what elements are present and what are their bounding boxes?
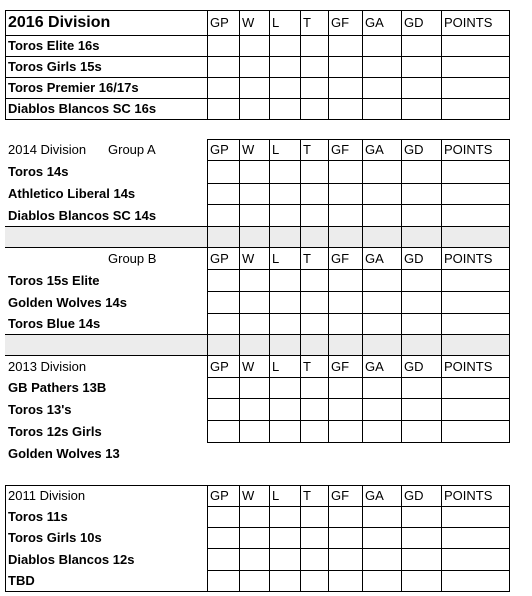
grid-line xyxy=(509,485,510,592)
column-header-gd: GD xyxy=(404,358,424,374)
team-stat-cell[interactable] xyxy=(239,527,269,548)
team-name[interactable]: GB Pathers 13B xyxy=(8,380,107,395)
column-header-gf: GF xyxy=(331,488,350,503)
column-header-points: POINTS xyxy=(444,250,493,266)
team-stat-cell[interactable] xyxy=(328,183,362,204)
team-stat-cell[interactable] xyxy=(269,548,300,570)
team-stat-cell[interactable] xyxy=(441,98,509,119)
grid-line xyxy=(207,119,510,120)
column-header-w: W xyxy=(242,142,255,157)
column-header-t: T xyxy=(303,142,311,157)
grid-line xyxy=(207,591,510,592)
team-stat-cell[interactable] xyxy=(441,160,509,183)
team-stat-cell[interactable] xyxy=(328,56,362,77)
team-name[interactable]: Toros 14s xyxy=(8,164,69,179)
team-stat-cell[interactable] xyxy=(239,77,269,98)
team-name[interactable]: Toros 12s Girls xyxy=(8,423,102,439)
team-stat-cell[interactable] xyxy=(300,183,328,204)
column-header-ga: GA xyxy=(365,250,384,266)
team-stat-cell[interactable] xyxy=(362,420,401,442)
team-stat-cell[interactable] xyxy=(207,377,239,398)
team-stat-cell[interactable] xyxy=(328,204,362,226)
grid-line xyxy=(5,334,208,335)
team-stat-cell[interactable] xyxy=(441,56,509,77)
column-header-ga: GA xyxy=(365,358,384,374)
team-name[interactable]: Diablos Blancos SC 16s xyxy=(8,101,157,116)
team-stat-cell[interactable] xyxy=(362,98,401,119)
team-name[interactable]: Toros 11s xyxy=(8,509,68,524)
team-stat-cell[interactable] xyxy=(362,183,401,204)
team-stat-cell[interactable] xyxy=(239,398,269,420)
column-header-t: T xyxy=(303,358,311,374)
team-stat-cell[interactable] xyxy=(441,269,509,291)
column-header-l: L xyxy=(272,250,280,266)
team-stat-cell[interactable] xyxy=(207,527,239,548)
column-header-points: POINTS xyxy=(444,15,493,30)
column-header-w: W xyxy=(242,488,255,503)
team-stat-cell[interactable] xyxy=(239,204,269,226)
team-stat-cell[interactable] xyxy=(441,420,509,442)
team-stat-cell[interactable] xyxy=(362,506,401,527)
team-stat-cell[interactable] xyxy=(300,548,328,570)
team-stat-cell[interactable] xyxy=(401,506,441,527)
team-stat-cell[interactable] xyxy=(239,313,269,334)
team-stat-cell[interactable] xyxy=(300,204,328,226)
team-stat-cell[interactable] xyxy=(269,35,300,56)
team-stat-cell[interactable] xyxy=(269,291,300,313)
team-stat-cell[interactable] xyxy=(441,548,509,570)
team-stat-cell[interactable] xyxy=(401,527,441,548)
team-stat-cell[interactable] xyxy=(300,77,328,98)
column-header-gp: GP xyxy=(210,358,229,374)
team-stat-cell[interactable] xyxy=(328,35,362,56)
group-label-b: Group B xyxy=(108,250,157,266)
team-stat-cell[interactable] xyxy=(269,183,300,204)
team-stat-cell[interactable] xyxy=(239,570,269,591)
team-stat-cell[interactable] xyxy=(328,98,362,119)
column-header-points: POINTS xyxy=(444,142,493,157)
team-stat-cell[interactable] xyxy=(207,98,239,119)
team-stat-cell[interactable] xyxy=(239,56,269,77)
team-name[interactable]: Toros Girls 10s xyxy=(8,530,102,545)
column-header-ga: GA xyxy=(365,142,384,157)
team-name[interactable]: Diablos Blancos SC 14s xyxy=(8,207,157,223)
team-stat-cell[interactable] xyxy=(441,183,509,204)
column-header-w: W xyxy=(242,15,255,30)
team-stat-cell[interactable] xyxy=(269,506,300,527)
team-stat-cell[interactable] xyxy=(328,548,362,570)
team-name[interactable]: Toros 15s Elite xyxy=(8,272,100,288)
team-stat-cell[interactable] xyxy=(328,160,362,183)
team-stat-cell[interactable] xyxy=(362,204,401,226)
team-stat-cell[interactable] xyxy=(207,183,239,204)
team-stat-cell[interactable] xyxy=(328,269,362,291)
team-stat-cell[interactable] xyxy=(207,77,239,98)
team-stat-cell[interactable] xyxy=(401,291,441,313)
grid-line xyxy=(509,10,510,120)
column-header-gd: GD xyxy=(404,15,424,30)
team-stat-cell[interactable] xyxy=(362,548,401,570)
column-header-gp: GP xyxy=(210,15,229,30)
team-stat-cell[interactable] xyxy=(207,398,239,420)
team-stat-cell[interactable] xyxy=(207,291,239,313)
team-stat-cell[interactable] xyxy=(269,420,300,442)
team-stat-cell[interactable] xyxy=(401,56,441,77)
team-stat-cell[interactable] xyxy=(269,98,300,119)
team-stat-cell[interactable] xyxy=(441,527,509,548)
team-stat-cell[interactable] xyxy=(300,527,328,548)
team-stat-cell[interactable] xyxy=(269,160,300,183)
team-stat-cell[interactable] xyxy=(328,291,362,313)
team-stat-cell[interactable] xyxy=(401,420,441,442)
team-stat-cell[interactable] xyxy=(328,506,362,527)
team-stat-cell[interactable] xyxy=(239,160,269,183)
team-stat-cell[interactable] xyxy=(300,56,328,77)
team-stat-cell[interactable] xyxy=(239,420,269,442)
column-header-l: L xyxy=(272,15,280,30)
team-stat-cell[interactable] xyxy=(441,291,509,313)
blank-shaded-row xyxy=(5,226,509,247)
column-header-l: L xyxy=(272,142,280,157)
team-stat-cell[interactable] xyxy=(207,160,239,183)
column-header-points: POINTS xyxy=(444,488,493,503)
team-name[interactable]: Toros Premier 16/17s xyxy=(8,80,139,95)
column-header-l: L xyxy=(272,358,280,374)
team-stat-cell[interactable] xyxy=(401,98,441,119)
division-title-2011: 2011 Division xyxy=(8,488,86,503)
team-stat-cell[interactable] xyxy=(441,570,509,591)
team-stat-cell[interactable] xyxy=(362,570,401,591)
team-stat-cell[interactable] xyxy=(401,377,441,398)
team-name[interactable]: Golden Wolves 13 xyxy=(8,445,120,461)
team-stat-cell[interactable] xyxy=(269,269,300,291)
team-stat-cell[interactable] xyxy=(207,269,239,291)
team-stat-cell[interactable] xyxy=(362,377,401,398)
grid-line xyxy=(509,139,510,248)
division-title-2014: 2014 Division xyxy=(8,142,87,157)
team-stat-cell[interactable] xyxy=(441,506,509,527)
team-stat-cell[interactable] xyxy=(328,570,362,591)
team-stat-cell[interactable] xyxy=(401,35,441,56)
column-header-t: T xyxy=(303,250,311,266)
team-stat-cell[interactable] xyxy=(401,183,441,204)
team-name[interactable]: TBD xyxy=(8,573,35,588)
team-stat-cell[interactable] xyxy=(401,160,441,183)
division-title-2016: 2016 Division xyxy=(8,13,111,31)
team-stat-cell[interactable] xyxy=(300,98,328,119)
team-stat-cell[interactable] xyxy=(401,204,441,226)
column-header-ga: GA xyxy=(365,488,384,503)
team-stat-cell[interactable] xyxy=(362,398,401,420)
team-stat-cell[interactable] xyxy=(269,313,300,334)
team-stat-cell[interactable] xyxy=(362,291,401,313)
team-stat-cell[interactable] xyxy=(401,570,441,591)
team-stat-cell[interactable] xyxy=(328,420,362,442)
team-stat-cell[interactable] xyxy=(401,398,441,420)
column-header-gd: GD xyxy=(404,250,424,266)
grid-line xyxy=(207,442,510,443)
team-stat-cell[interactable] xyxy=(269,77,300,98)
grid-line xyxy=(207,334,510,335)
team-stat-cell[interactable] xyxy=(207,204,239,226)
team-stat-cell[interactable] xyxy=(328,377,362,398)
team-stat-cell[interactable] xyxy=(207,35,239,56)
team-stat-cell[interactable] xyxy=(441,77,509,98)
team-stat-cell[interactable] xyxy=(328,398,362,420)
team-stat-cell[interactable] xyxy=(328,77,362,98)
team-stat-cell[interactable] xyxy=(300,291,328,313)
team-stat-cell[interactable] xyxy=(207,420,239,442)
team-stat-cell[interactable] xyxy=(300,570,328,591)
team-stat-cell[interactable] xyxy=(441,204,509,226)
column-header-gd: GD xyxy=(404,488,424,503)
team-stat-cell[interactable] xyxy=(269,377,300,398)
column-header-gf: GF xyxy=(331,358,350,374)
column-header-ga: GA xyxy=(365,15,384,30)
team-stat-cell[interactable] xyxy=(207,548,239,570)
team-stat-cell[interactable] xyxy=(269,204,300,226)
column-header-gf: GF xyxy=(331,250,350,266)
team-stat-cell[interactable] xyxy=(401,77,441,98)
grid-line xyxy=(509,247,510,356)
team-stat-cell[interactable] xyxy=(239,377,269,398)
team-stat-cell[interactable] xyxy=(269,527,300,548)
team-stat-cell[interactable] xyxy=(328,313,362,334)
column-header-w: W xyxy=(242,358,255,374)
team-stat-cell[interactable] xyxy=(401,313,441,334)
column-header-gp: GP xyxy=(210,488,229,503)
grid-line xyxy=(207,226,510,227)
team-stat-cell[interactable] xyxy=(239,35,269,56)
team-stat-cell[interactable] xyxy=(300,506,328,527)
team-stat-cell[interactable] xyxy=(362,313,401,334)
team-stat-cell[interactable] xyxy=(239,269,269,291)
column-header-l: L xyxy=(272,488,280,503)
team-stat-cell[interactable] xyxy=(300,35,328,56)
team-stat-cell[interactable] xyxy=(362,56,401,77)
team-name[interactable]: Toros Blue 14s xyxy=(8,316,101,331)
team-stat-cell[interactable] xyxy=(239,548,269,570)
team-stat-cell[interactable] xyxy=(300,313,328,334)
column-header-t: T xyxy=(303,15,311,30)
team-stat-cell[interactable] xyxy=(300,377,328,398)
team-stat-cell[interactable] xyxy=(441,313,509,334)
team-stat-cell[interactable] xyxy=(239,506,269,527)
column-header-t: T xyxy=(303,488,311,503)
team-stat-cell[interactable] xyxy=(239,183,269,204)
team-stat-cell[interactable] xyxy=(362,77,401,98)
team-stat-cell[interactable] xyxy=(441,377,509,398)
team-stat-cell[interactable] xyxy=(362,527,401,548)
team-stat-cell[interactable] xyxy=(300,398,328,420)
team-stat-cell[interactable] xyxy=(362,160,401,183)
team-stat-cell[interactable] xyxy=(239,291,269,313)
grid-line xyxy=(509,355,510,443)
division-title-2013: 2013 Division xyxy=(8,358,87,374)
team-stat-cell[interactable] xyxy=(207,506,239,527)
blank-shaded-row xyxy=(5,334,509,355)
group-label-a: Group A xyxy=(108,142,156,157)
team-stat-cell[interactable] xyxy=(269,56,300,77)
team-name[interactable]: Toros Elite 16s xyxy=(8,38,100,53)
grid-line xyxy=(5,119,208,120)
team-name[interactable]: Golden Wolves 14s xyxy=(8,294,127,310)
grid-line xyxy=(5,485,208,486)
team-stat-cell[interactable] xyxy=(441,398,509,420)
column-header-w: W xyxy=(242,250,255,266)
team-stat-cell[interactable] xyxy=(269,398,300,420)
team-name[interactable]: Athletico Liberal 14s xyxy=(8,186,136,201)
team-stat-cell[interactable] xyxy=(441,35,509,56)
team-stat-cell[interactable] xyxy=(207,56,239,77)
team-stat-cell[interactable] xyxy=(300,160,328,183)
team-name[interactable]: Toros 13's xyxy=(8,401,72,417)
team-stat-cell[interactable] xyxy=(401,269,441,291)
team-stat-cell[interactable] xyxy=(300,420,328,442)
team-name[interactable]: Toros Girls 15s xyxy=(8,59,102,74)
team-stat-cell[interactable] xyxy=(328,527,362,548)
column-header-points: POINTS xyxy=(444,358,493,374)
team-stat-cell[interactable] xyxy=(401,548,441,570)
column-header-gf: GF xyxy=(331,142,350,157)
column-header-gd: GD xyxy=(404,142,424,157)
column-header-gp: GP xyxy=(210,142,229,157)
team-stat-cell[interactable] xyxy=(362,269,401,291)
team-stat-cell[interactable] xyxy=(269,570,300,591)
team-stat-cell[interactable] xyxy=(362,35,401,56)
column-header-gf: GF xyxy=(331,15,350,30)
team-stat-cell[interactable] xyxy=(207,570,239,591)
team-name[interactable]: Diablos Blancos 12s xyxy=(8,551,135,567)
team-stat-cell[interactable] xyxy=(300,269,328,291)
grid-line xyxy=(5,591,208,592)
column-header-gp: GP xyxy=(210,250,229,266)
team-stat-cell[interactable] xyxy=(207,313,239,334)
team-stat-cell[interactable] xyxy=(239,98,269,119)
grid-line xyxy=(5,226,208,227)
